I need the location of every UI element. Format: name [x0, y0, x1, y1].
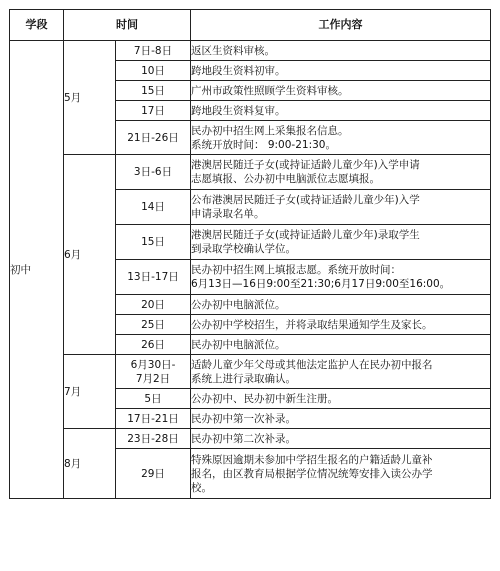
work-cell: [191, 155, 491, 190]
work-line: 民办初中第二次补录。: [191, 432, 296, 445]
work-line: 申请录取名单。: [191, 208, 265, 220]
work-cell: [191, 41, 491, 61]
table-header-row: [10, 10, 491, 41]
work-cell: [191, 335, 491, 355]
work-cell: [191, 190, 491, 225]
work-line: 公布港澳居民随迁子女(或持证适龄儿童少年)入学: [191, 194, 420, 206]
month-cell: 7月: [64, 355, 116, 429]
work-line: 公办初中电脑派位。: [191, 298, 286, 311]
table-row: [10, 41, 491, 61]
date-cell: 14日: [116, 190, 191, 225]
work-line: 系统开放时间： 9:00-21:30。: [191, 138, 336, 151]
work-cell: [191, 260, 491, 295]
work-cell: [191, 389, 491, 409]
work-cell: [191, 225, 491, 260]
date-cell: 17日-21日: [116, 409, 191, 429]
work-line: 志愿填报、公办初中电脑派位志愿填报。: [191, 173, 380, 185]
work-cell: [191, 355, 491, 389]
header-work: 工作内容: [191, 10, 491, 41]
date-cell: 5日: [116, 389, 191, 409]
month-cell: 6月: [64, 155, 116, 355]
work-cell: [191, 315, 491, 335]
work-line: 返区生资料审核。: [191, 44, 275, 57]
work-cell: [191, 121, 491, 155]
work-cell: [191, 295, 491, 315]
date-cell: 17日: [116, 101, 191, 121]
work-cell: [191, 101, 491, 121]
work-cell: [191, 81, 491, 101]
date-cell: 21日-26日: [116, 121, 191, 155]
work-line: 民办初中第一次补录。: [191, 412, 296, 425]
admission-schedule-table: [9, 9, 491, 499]
month-cell: 8月: [64, 429, 116, 499]
table-row: [10, 429, 491, 449]
work-line: 校。: [191, 481, 212, 494]
work-line: 民办初中电脑派位。: [191, 338, 286, 351]
date-cell: 6月30日- 7月2日: [116, 355, 191, 389]
work-line: 特殊原因逾期未参加中学招生报名的户籍适龄儿童补: [191, 453, 433, 466]
date-cell: 3日-6日: [116, 155, 191, 190]
work-line: 公办初中学校招生，并将录取结果通知学生及家长。: [191, 318, 433, 331]
date-cell: 15日: [116, 81, 191, 101]
work-line: 港澳居民随迁子女(或持证适龄儿童少年)入学申请: [191, 159, 420, 171]
work-line: 6月13日—16日9:00至21:30;6月17日9:00至16:00。: [191, 278, 451, 290]
date-cell: 20日: [116, 295, 191, 315]
work-line: 广州市政策性照顾学生资料审核。: [191, 84, 349, 97]
date-cell: 10日: [116, 61, 191, 81]
table-body: [10, 41, 491, 499]
work-cell: [191, 449, 491, 499]
header-stage: 学段: [10, 10, 64, 41]
work-line: 系统上进行录取确认。: [191, 372, 296, 385]
date-cell: 29日: [116, 449, 191, 499]
date-cell: 23日-28日: [116, 429, 191, 449]
work-line: 适龄儿童少年父母或其他法定监护人在民办初中报名: [191, 358, 433, 371]
month-cell: 5月: [64, 41, 116, 155]
date-cell: 13日-17日: [116, 260, 191, 295]
work-line: 跨地段生资料复审。: [191, 104, 286, 117]
work-cell: [191, 61, 491, 81]
work-line: 报名，由区教育局根据学位情况统筹安排入读公办学: [191, 467, 433, 480]
header-time: 时间: [64, 10, 191, 41]
work-line: 民办初中招生网上填报志愿。系统开放时间：: [191, 264, 401, 276]
table-row: [10, 155, 491, 190]
date-cell: 26日: [116, 335, 191, 355]
work-line: 跨地段生资料初审。: [191, 64, 286, 77]
table-row: [10, 355, 491, 389]
work-line: 民办初中招生网上采集报名信息。: [191, 124, 349, 137]
work-line: 港澳居民随迁子女(或持证适龄儿童少年)录取学生: [191, 229, 420, 241]
stage-cell: 初中: [10, 41, 64, 499]
date-cell: 15日: [116, 225, 191, 260]
work-cell: [191, 429, 491, 449]
work-line: 到录取学校确认学位。: [191, 243, 296, 255]
work-line: 公办初中、民办初中新生注册。: [191, 392, 338, 405]
date-cell: 7日-8日: [116, 41, 191, 61]
work-cell: [191, 409, 491, 429]
date-cell: 25日: [116, 315, 191, 335]
